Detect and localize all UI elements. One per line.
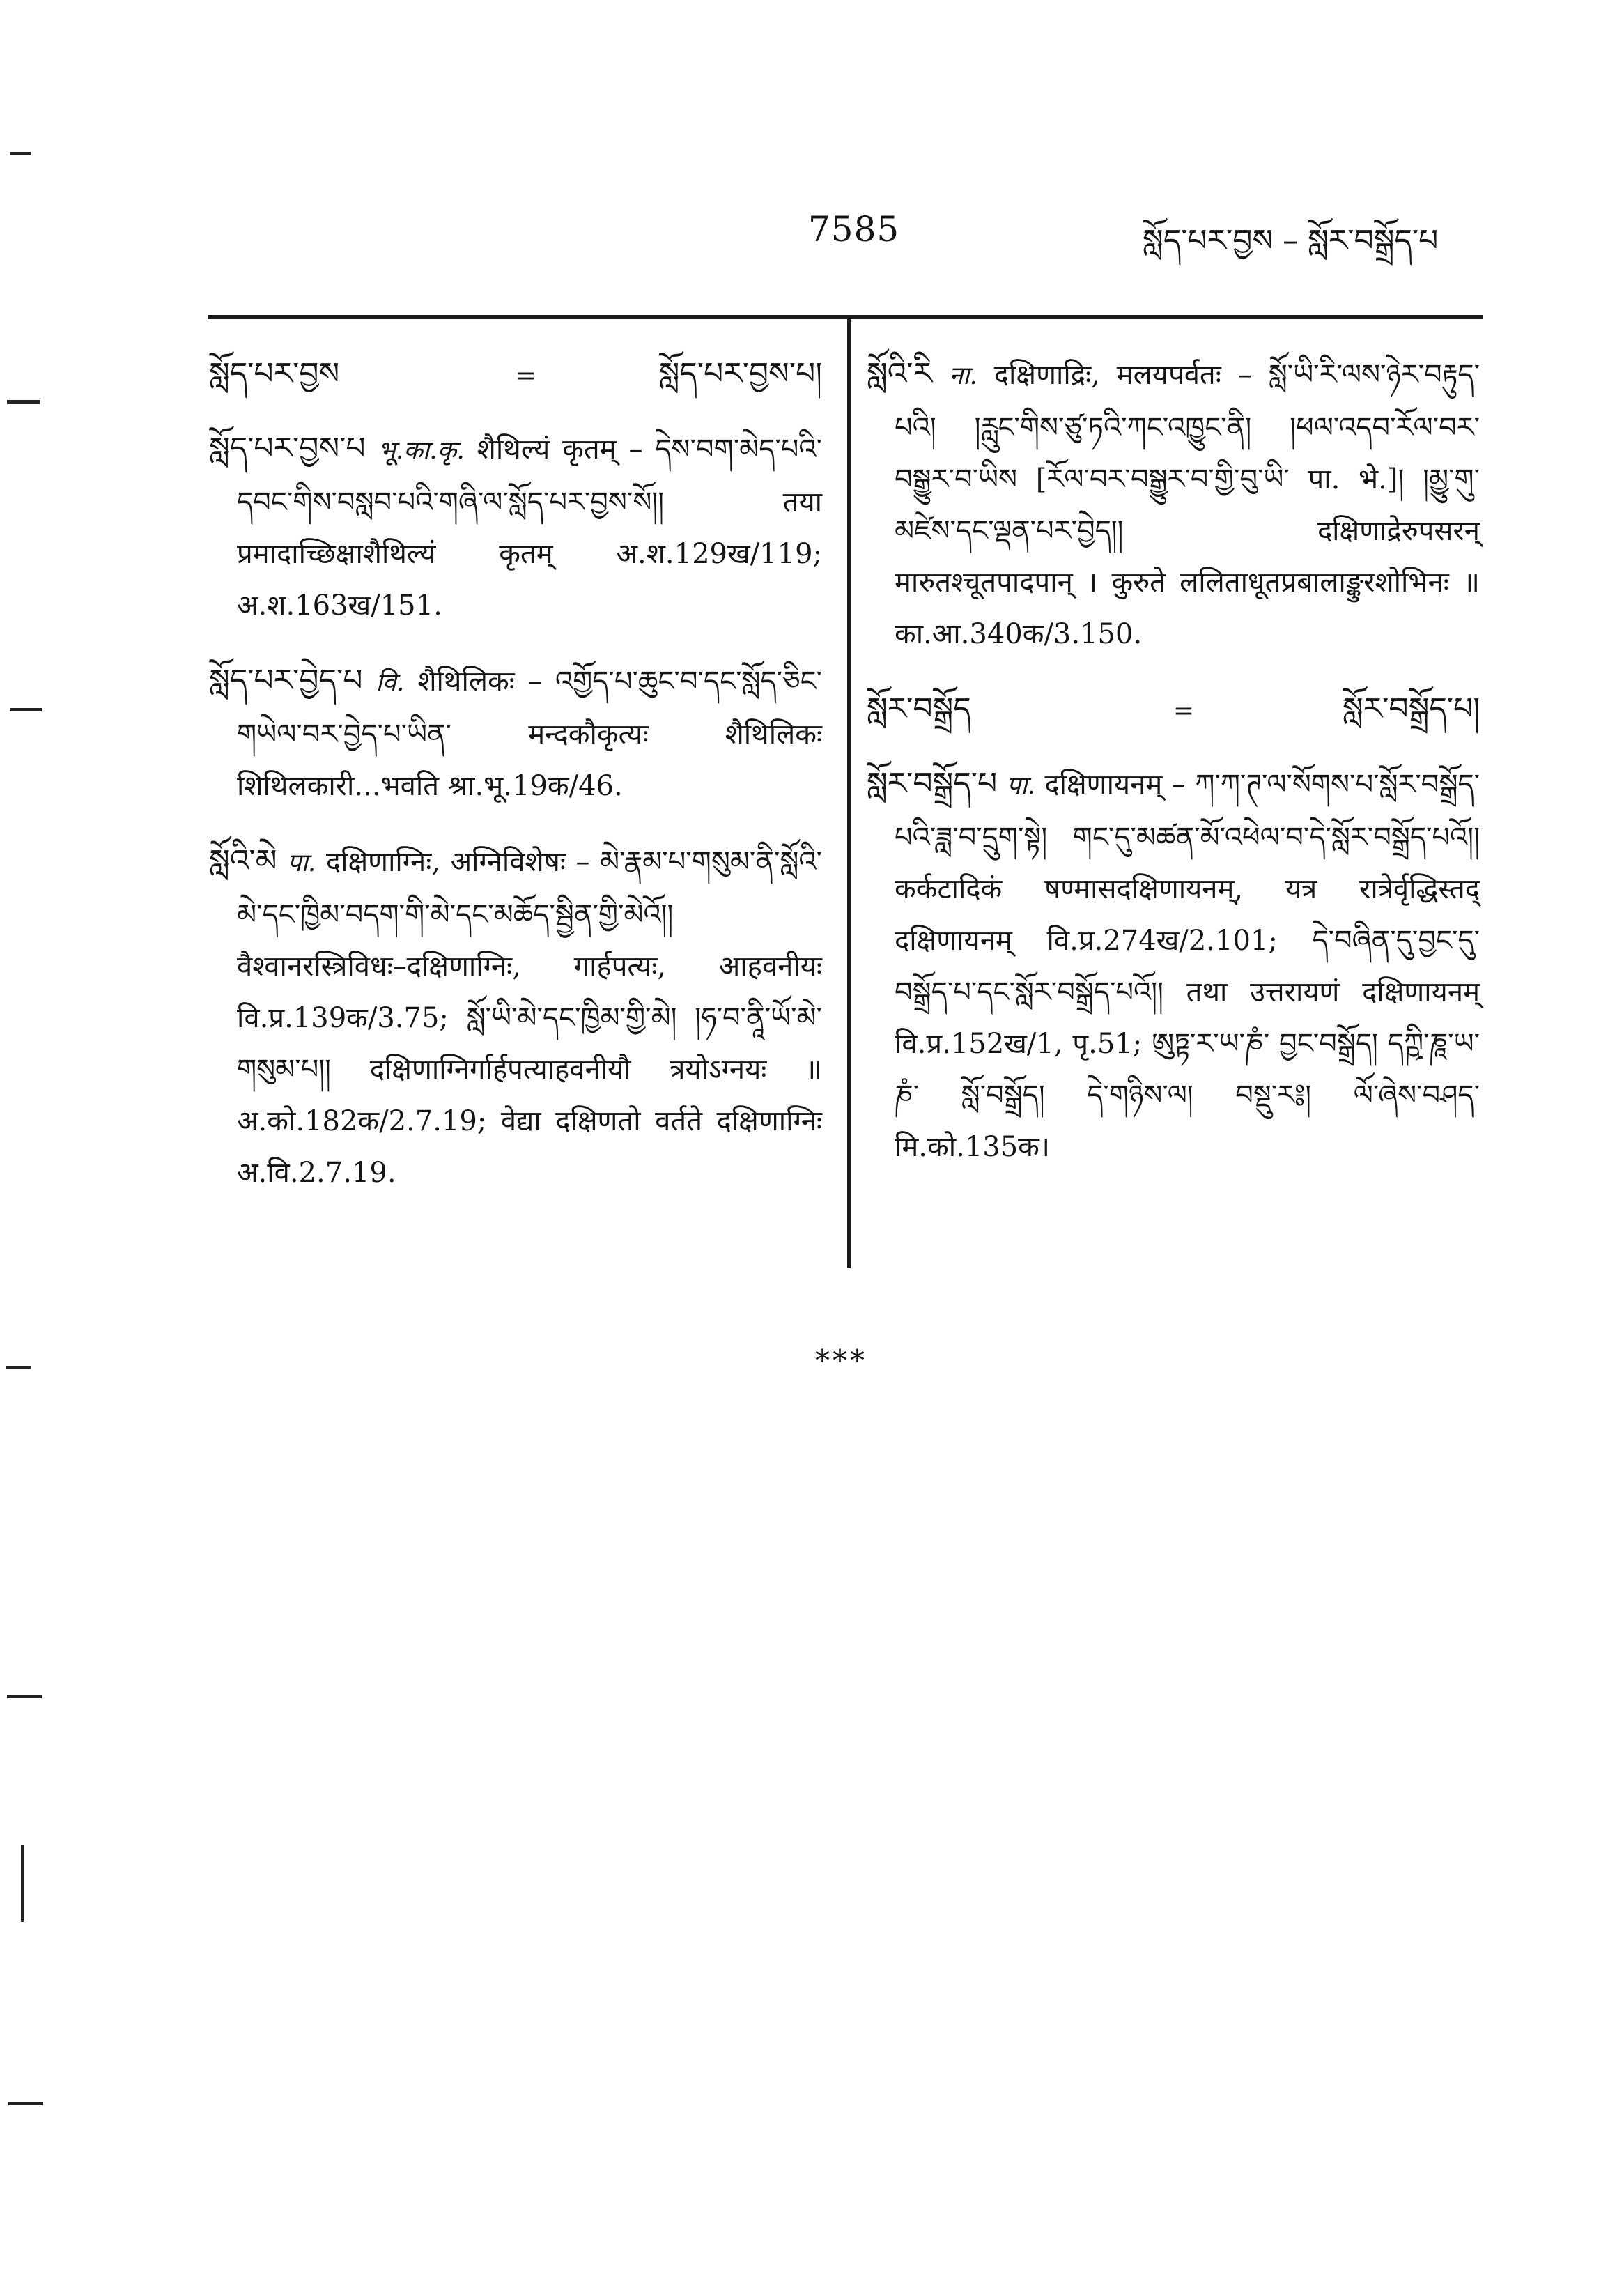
scan-mark xyxy=(21,1845,24,1922)
entry-line xyxy=(209,655,822,812)
page-number: 7585 xyxy=(808,209,900,249)
right-column xyxy=(867,348,1480,1197)
grammar-tag: ना. xyxy=(949,362,977,390)
xref-target: སློད་པར་བྱས་པ། xyxy=(658,356,822,392)
dictionary-entry xyxy=(209,655,822,812)
top-rule xyxy=(208,315,1483,319)
dictionary-entry xyxy=(209,423,822,631)
grammar-tag: पा. xyxy=(1006,771,1035,800)
dictionary-entry xyxy=(209,836,822,1199)
entry-line xyxy=(867,348,1480,660)
left-column xyxy=(209,348,822,1222)
headword: སློད་པར་བྱེད་པ xyxy=(209,663,363,698)
entry-body: दक्षिणायनम् – ཀ་ཀ་ཊ་ལ་སོགས་པ་སློར་བསྒྲོད་པའི་ཟླ་བ་དྲུག་སྟེ། གང་དུ་མཚན་མོ་འཕེལ་བ་དེ་སློར་བསྒྲོད་པའོ།། कर्कटादिकं षण्मासदक्षिणायनम्, यत्र रात्रेर्वृद्धिस्तद् दक्षिणायनम् वि.प्र.274ख/2.101; དེ་བཞིན་དུ་བྱང་དུ་བསྒྲོད་པ་དང་སློར་བསྒྲོད་པའོ།། तथा उत्तरायणं दक्षिणायनम् वि.प्र.152ख/1, पृ.51; ཨུཏྟ་ར་ཡ་ཎཾ་ བྱང་བསྒྲོད། དཀྵི་ཎཱ་ཡ་ཎཾ་ སློ་བསྒྲོད། དེ་གཉིས་ལ། བསྡུ་ར༔། ལོ་ཞེས་བཤད་ मि.को.135क। xyxy=(895,769,1480,1163)
xref-target: སློར་བསྒྲོད་པ། xyxy=(1343,691,1480,727)
grammar-tag: भू.का.कृ. xyxy=(378,436,465,465)
equals-sign: = xyxy=(1173,697,1195,725)
column-divider xyxy=(847,319,851,1268)
entry-line xyxy=(209,836,822,1199)
scan-mark xyxy=(6,1366,31,1369)
entry-body: दक्षिणाद्रिः, मलयपर्वतः – སློ་ཡི་རི་ལས་ཉེར་བརྟུད་པའི། །རླུང་གིས་ཙུ་ཏའི་ཀང་འཁྱུང་ནི། །ཕལ་འདབ་རོལ་བར་བསྒྱུར་བ་ཡིས [རོལ་བར་བསྒྱུར་བ་གྱི་བུ་ཡི་ पा. भे.]། །མྱུ་གུ་མཛེས་དང་ལྡན་པར་བྱེད།། दक्षिणाद्रेरुपसरन् मारुतश्चूतपादपान् । कुरुते ललिताधूतप्रबालाङ्कुरशोभिनः ॥ का.आ.340क/3.150. xyxy=(895,359,1480,650)
section-separator: *** xyxy=(815,1344,867,1378)
headword: སློད་པར་བྱས xyxy=(209,356,340,392)
running-head: སློད་པར་བྱས – སློར་བསྒྲོད་པ xyxy=(1143,223,1439,259)
scan-mark xyxy=(10,152,31,155)
headword: སློའི་མེ xyxy=(209,843,277,879)
entry-body: शैथिल्यं कृतम् – དེས་བག་མེད་པའི་དབང་གིས་བསླབ་པའི་གཞི་ལ་སློད་པར་བྱས་སོ།། तया प्रमादाच्छिक्षाशैथिल्यं कृतम् अ.श.129ख/119; अ.श.163ख/151. xyxy=(237,433,823,622)
grammar-tag: वि. xyxy=(376,668,405,697)
entry-body: दक्षिणाग्निः, अग्निविशेषः – མེ་རྣམ་པ་གསུམ་ནི་སློའི་མེ་དང་ཁྱིམ་བདག་གི་མེ་དང་མཆོད་སྦྱིན་གྱི་མེའོ།། वैश्वानरस्त्रिविधः–दक्षिणाग्निः, गार्हपत्यः, आहवनीयः वि.प्र.139क/3.75; སློ་ཡི་མེ་དང་ཁྱིམ་གྱི་མེ། །ཧ་བ་ནཱི་ཡོ་མེ་གསུམ་པ།། दक्षिणाग्निर्गार्हपत्याहवनीयौ त्रयोऽग्नयः ॥ अ.को.182क/2.7.19; वेद्या दक्षिणतो वर्तते दक्षिणाग्निः अ.वि.2.7.19. xyxy=(237,846,822,1189)
headword: སློར་བསྒྲོད་པ xyxy=(867,766,998,801)
headword: སློར་བསྒྲོད xyxy=(867,691,971,727)
scan-mark xyxy=(7,400,40,404)
entry-line xyxy=(867,758,1480,1173)
equals-sign: = xyxy=(515,362,537,390)
dictionary-entry xyxy=(867,758,1480,1173)
dictionary-entry xyxy=(867,348,1480,660)
headword: སློད་པར་བྱས་པ xyxy=(209,431,366,466)
headword: སློའི་རི xyxy=(867,356,933,392)
entry-body: शैथिलिकः – འགྱོད་པ་ཆུང་བ་དང་སློད་ཅིང་གཡེལ་བར་བྱེད་པ་ཡིན་ मन्दकौकृत्यः शैथिलिकः शिथिलकारी...भवति श्रा.भू.19क/46. xyxy=(237,666,822,802)
scan-mark xyxy=(10,708,42,711)
xref-entry xyxy=(867,684,1480,737)
scan-mark xyxy=(7,1695,42,1698)
entry-line xyxy=(209,423,822,631)
grammar-tag: पा. xyxy=(287,849,316,877)
xref-entry xyxy=(209,348,822,402)
scan-mark xyxy=(8,2102,43,2105)
